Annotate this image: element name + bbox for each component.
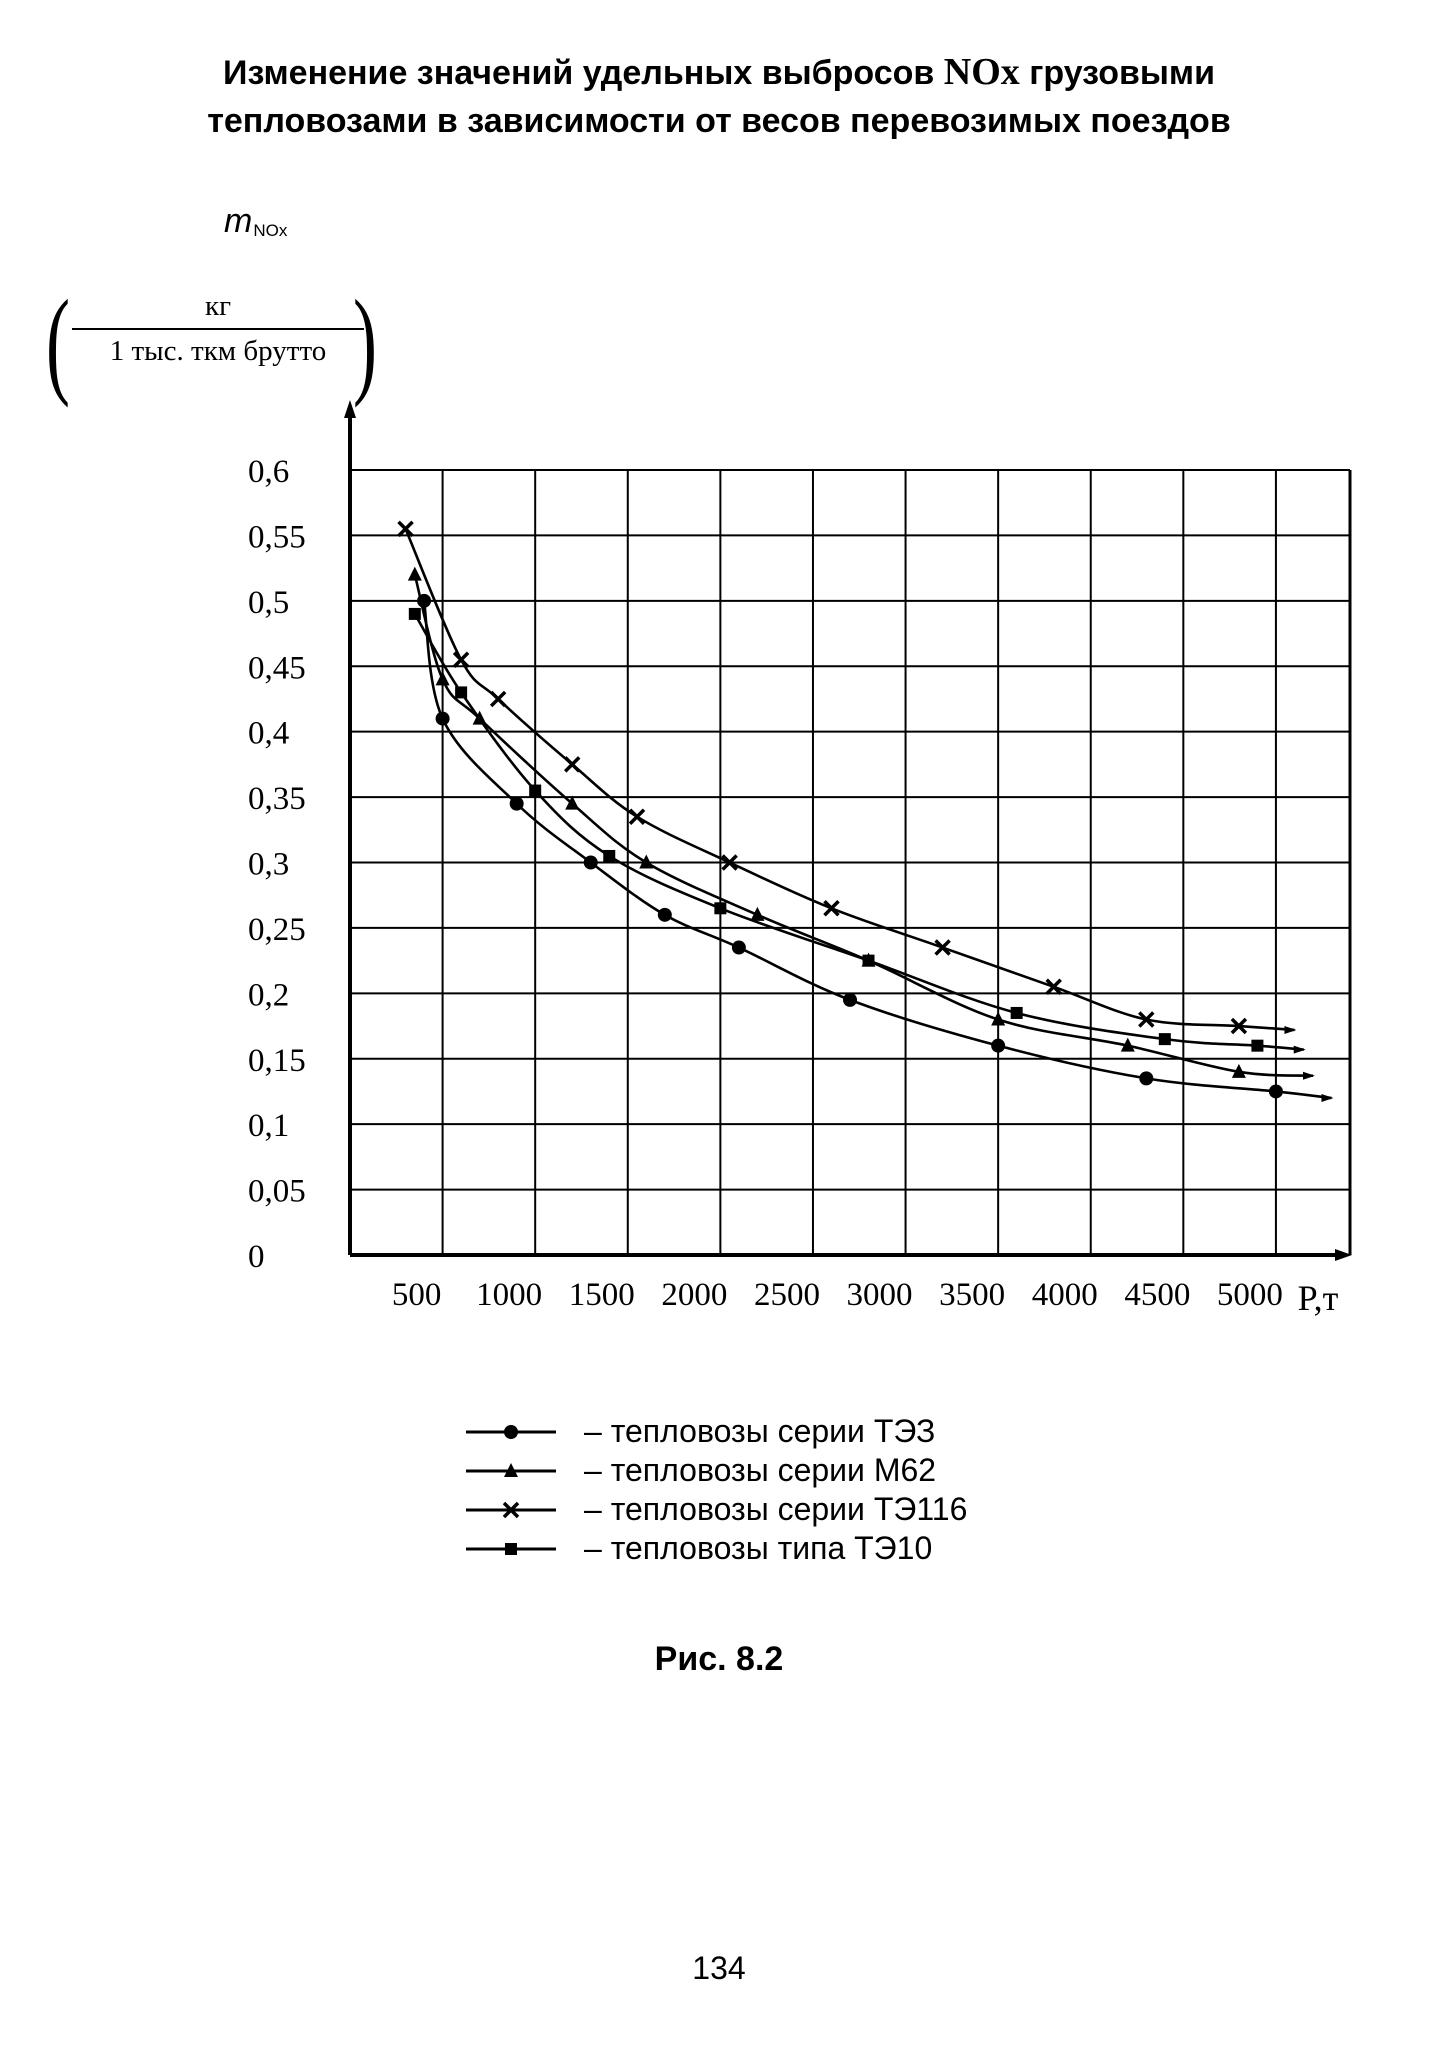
page-number: 134 <box>692 1950 746 1986</box>
y-tick-label: 0,45 <box>248 650 306 687</box>
y-tick-label: 0 <box>248 1239 265 1275</box>
data-point-circle <box>510 797 524 811</box>
data-point-x <box>1047 980 1061 994</box>
legend-label: – тепловозы серии М62 <box>584 1452 937 1488</box>
legend-item <box>466 1412 967 1451</box>
y-tick-label: 0,15 <box>248 1042 306 1079</box>
x-tick-label: 2500 <box>753 1277 820 1313</box>
data-point-circle <box>658 908 672 922</box>
x-tick-label: 2000 <box>661 1277 728 1313</box>
title-line-2: тепловозами в зависимости от весов перевозимых поездов <box>207 102 1231 140</box>
series-line-end <box>1303 1072 1315 1080</box>
series-line-end <box>1321 1094 1333 1102</box>
y-axis-symbol-letter: m <box>224 202 253 240</box>
legend-symbol <box>466 1461 556 1481</box>
unit-denominator: 1 тыс. ткм брутто <box>109 335 327 367</box>
title-part-1: Изменение значений удельных выбросов <box>223 54 944 92</box>
legend-label: – тепловозы типа ТЭ10 <box>584 1530 933 1566</box>
data-point-circle <box>504 1425 518 1439</box>
series-line-end <box>1294 1046 1306 1054</box>
y-axis-arrow <box>344 400 356 418</box>
data-point-circle <box>1139 1071 1153 1085</box>
legend-label: – тепловозы серии ТЭ116 <box>584 1491 968 1527</box>
legend-symbol <box>466 1539 556 1559</box>
x-tick-label: 500 <box>391 1277 442 1313</box>
x-tick-label: 5000 <box>1216 1277 1283 1313</box>
legend-label: – тепловозы серии ТЭЗ <box>584 1413 936 1449</box>
data-point-x <box>565 757 579 771</box>
series-line-end <box>1284 1026 1296 1034</box>
unit-right-paren: ) <box>352 275 377 408</box>
data-point-triangle <box>408 567 422 581</box>
data-point-x <box>824 901 838 915</box>
title-part-2: грузовыми <box>1019 54 1215 92</box>
series-4 <box>409 608 1306 1054</box>
data-point-square <box>1251 1040 1263 1052</box>
y-tick-label: 0,2 <box>248 977 290 1014</box>
data-point-x <box>630 810 644 824</box>
data-point-x <box>491 692 505 706</box>
x-tick-label: 4000 <box>1031 1277 1098 1313</box>
data-point-circle <box>584 856 598 870</box>
figure-caption: Рис. 8.2 <box>654 1640 784 1678</box>
series-3 <box>399 522 1297 1034</box>
y-tick-label: 0,5 <box>248 584 290 621</box>
y-tick-label: 0,4 <box>248 715 290 752</box>
data-point-square <box>455 686 467 698</box>
x-tick-label: 3000 <box>846 1277 913 1313</box>
data-point-circle <box>1269 1084 1283 1098</box>
data-point-circle <box>436 712 450 726</box>
data-point-square <box>409 608 421 620</box>
legend-symbol <box>466 1500 556 1520</box>
y-tick-label: 0,3 <box>248 846 290 883</box>
grid <box>350 470 1350 1255</box>
series-line <box>415 575 1313 1076</box>
y-tick-label: 0,05 <box>248 1173 306 1210</box>
data-point-circle <box>843 993 857 1007</box>
x-tick-label: 1000 <box>476 1277 543 1313</box>
x-axis-label: P,т <box>1297 1278 1339 1318</box>
legend-item <box>466 1490 967 1529</box>
legend <box>466 1412 967 1568</box>
unit-left-paren: ( <box>45 275 70 408</box>
data-point-square <box>714 902 726 914</box>
y-tick-label: 0,1 <box>248 1108 290 1145</box>
data-point-square <box>505 1543 517 1555</box>
data-point-x <box>936 941 950 955</box>
y-tick-label: 0,6 <box>248 454 290 490</box>
y-tick-label: 0,25 <box>248 911 306 948</box>
data-point-circle <box>991 1039 1005 1053</box>
data-point-circle <box>732 941 746 955</box>
legend-item <box>466 1451 967 1490</box>
y-tick-label: 0,35 <box>248 781 306 818</box>
data-point-x <box>399 522 413 536</box>
data-point-x <box>454 653 468 667</box>
data-point-square <box>603 850 615 862</box>
x-tick-label: 1500 <box>568 1277 635 1313</box>
unit-numerator: кг <box>205 290 231 322</box>
legend-item <box>466 1529 967 1568</box>
data-point-square <box>529 785 541 797</box>
legend-symbol <box>466 1422 556 1442</box>
x-tick-label: 4500 <box>1124 1277 1191 1313</box>
data-point-square <box>863 955 875 967</box>
y-axis-symbol-subscript: NOx <box>253 221 288 240</box>
data-point-square <box>1159 1033 1171 1045</box>
x-tick-label: 3500 <box>939 1277 1006 1313</box>
data-point-square <box>1011 1007 1023 1019</box>
title-nox: NOx <box>943 51 1020 93</box>
y-tick-label: 0,55 <box>248 519 306 556</box>
